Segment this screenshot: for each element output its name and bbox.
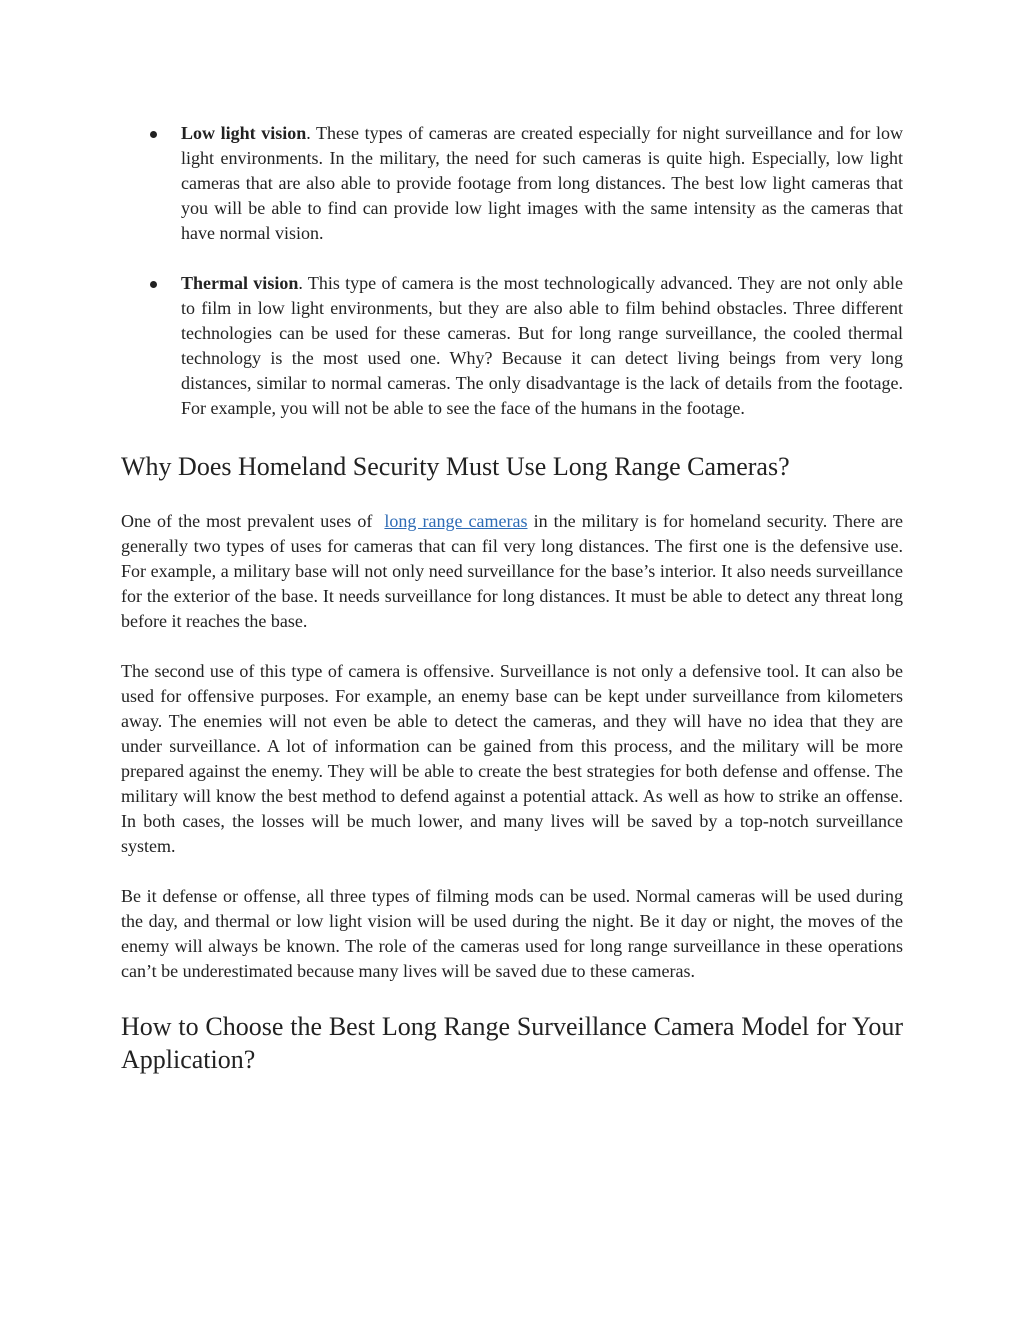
thermal-description: . This type of camera is the most technologically advanced. They are not only able to film in low light environments, but they are also able to film behind obstacles. Three different technologies can be used for these cameras. But for long range surveillance, the cooled thermal technology is the most used one. Why? Because it can detect living beings from very long distances, similar to normal cameras. The only disadvantage is the lack of details from the footage. For example, you will not be able to see the face of the humans in the footage. [181, 273, 903, 418]
term-low-light: Low light vision [181, 123, 307, 143]
heading-homeland-security: Why Does Homeland Security Must Use Long Range Cameras? [121, 452, 790, 481]
list-item-low-light [121, 121, 903, 246]
document-page [121, 121, 903, 1076]
camera-types-list [121, 121, 903, 421]
paragraph-text-after-link: in the military is for homeland security. There are generally two types of uses for cameras that can fil very long distances. The first one is the defensive use. For example, a military base will not only need surveillance for the base’s interior. It also needs surveillance for the exterior of the base. It needs surveillance for long distances. It must be able to detect any threat long before it reaches the base. [121, 511, 903, 631]
heading-choose-camera: How to Choose the Best Long Range Surveillance Camera Model for Your Application? [121, 1012, 903, 1074]
paragraph-text-before-link: One of the most prevalent uses of [121, 511, 379, 531]
paragraph-defense-or-offense: Be it defense or offense, all three types of filming mods can be used. Normal cameras will be used during the day, and thermal or low light vision will be used during the night. Be it day or night, the moves of the enemy will always be known. The role of the cameras used for long range surveillance in these operations can’t be underestimated because many lives will be saved due to these cameras. [121, 886, 903, 981]
paragraph-offensive-use: The second use of this type of camera is offensive. Surveillance is not only a defensive tool. It can also be used for offensive purposes. For example, an enemy base can be kept under surveillance from kilometers away. The enemies will not even be able to detect the cameras, and they will have no idea that they are under surveillance. A lot of information can be gained from this process, and the military will be more prepared against the enemy. They will be able to create the best strategies for both defense and offense. The military will know the best method to defend against a potential attack. As well as how to strike an offense. In both cases, the losses will be much lower, and many lives will be saved by a top-notch surveillance system. [121, 661, 903, 856]
list-item-thermal [121, 271, 903, 421]
bullet-icon [150, 131, 157, 138]
bullet-icon [150, 281, 157, 288]
term-thermal: Thermal vision [181, 273, 299, 293]
paragraph-homeland-uses [121, 509, 903, 634]
long-range-cameras-link[interactable]: long range cameras [384, 511, 528, 531]
low-light-description: . These types of cameras are created especially for night surveillance and for low light environments. In the military, the need for such cameras is quite high. Especially, low light cameras that are also able to provide footage from long distances. The best low light cameras that you will be able to find can provide low light images with the same intensity as the cameras that have normal vision. [181, 123, 904, 243]
